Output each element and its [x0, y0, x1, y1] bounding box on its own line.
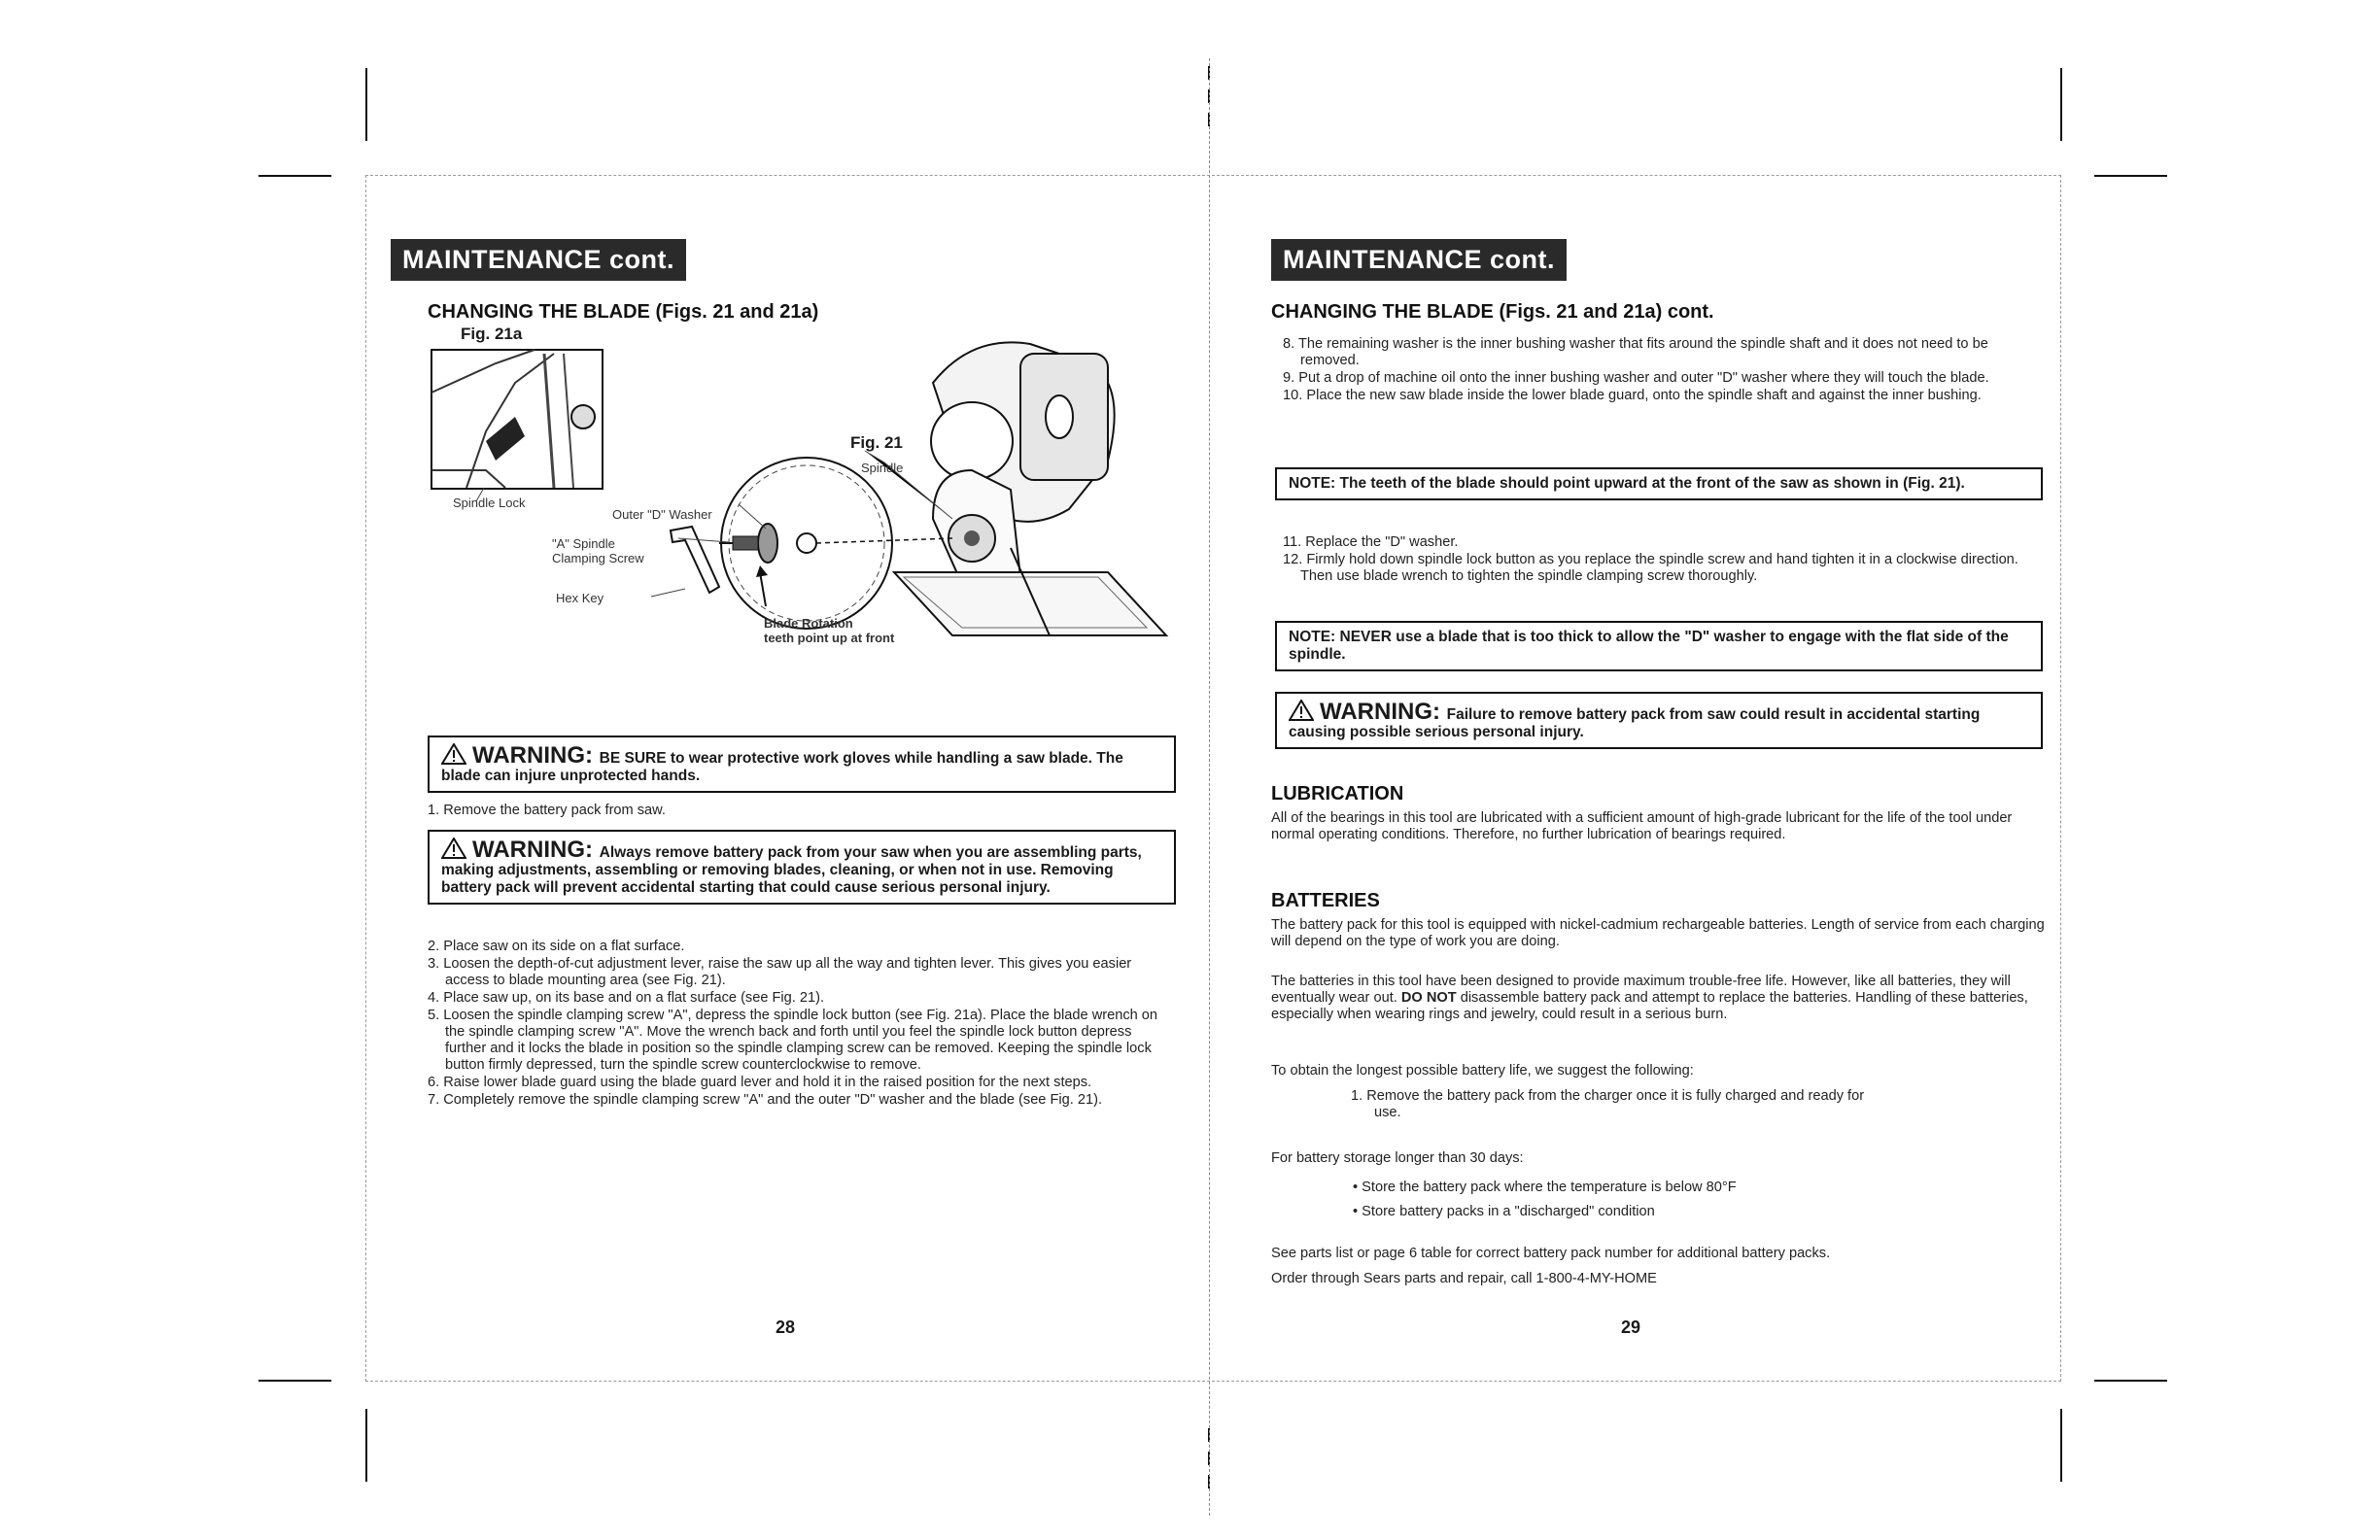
callout-hex-key: Hex Key — [556, 591, 604, 605]
list-item: 10. Place the new saw blade inside the lower blade guard, onto the spindle shaft and against the inner bushing. — [1283, 388, 1982, 403]
bullet-list — [1353, 1180, 2033, 1221]
crop-mark — [365, 1409, 367, 1482]
note-box: NOTE: The teeth of the blade should point upward at the front of the saw as shown in (Fig. 21). — [1275, 467, 2043, 500]
bullet-item: • Store the battery pack where the temperature is below 80°F — [1353, 1180, 1737, 1195]
left-page — [367, 179, 1203, 1380]
warning-label: WARNING: — [1320, 699, 1440, 725]
steps-list — [1283, 336, 2051, 405]
list-item: 6. Raise lower blade guard using the blade guard lever and hold it in the raised position for the next steps. — [428, 1075, 1092, 1090]
crop-mark — [365, 68, 367, 141]
section-banner: MAINTENANCE cont. — [1271, 239, 1567, 281]
warning-heading — [441, 837, 600, 863]
warning-triangle-icon — [441, 743, 466, 765]
warning-text: BE SURE to wear protective work gloves while handling a saw blade. The blade can injure unprotected hands. — [441, 750, 1123, 784]
do-not-emphasis: DO NOT — [1400, 990, 1457, 1006]
list-item: 3. Loosen the depth-of-cut adjustment lever, raise the saw up all the way and tighten lever. This gives you easier access to blade mounting area (see Fig. 21). — [428, 956, 1132, 988]
batteries-paragraph: See parts list or page 6 table for correct battery pack number for additional battery packs. — [1271, 1246, 1831, 1261]
crop-mark — [2060, 1409, 2062, 1482]
step-1: 1. Remove the battery pack from saw. — [428, 803, 666, 818]
batteries-paragraph: To obtain the longest possible battery life, we suggest the following: — [1271, 1063, 1694, 1078]
warning-text: Always remove battery pack from your saw when you are assembling parts, making adjustments, assembling or removing blades, cleaning, or when not in use. Removing battery pack will prevent accidental starting that could cause serious personal injury. — [441, 844, 1142, 896]
steps-list — [1283, 534, 2051, 586]
batteries-text: disassemble battery pack and attempt to replace the batteries. Handling of these batteries, especially when wearing rings and jewelry, could result in a serious burn. — [1271, 990, 2028, 1022]
warning-text: Failure to remove battery pack from saw could result in accidental starting causing possible serious personal injury. — [1289, 706, 1981, 740]
page-number: 28 — [776, 1318, 796, 1337]
warning-box — [428, 736, 1176, 793]
callout-spindle: Spindle — [861, 461, 904, 475]
right-page — [1215, 179, 2051, 1380]
list-item: 7. Completely remove the spindle clamping screw "A" and the outer "D" washer and the blade (see Fig. 21). — [428, 1092, 1103, 1108]
batteries-text: The batteries in this tool have been designed to provide maximum trouble-free life. However, like all batteries, they will eventually wear out. — [1271, 974, 2011, 1006]
batteries-paragraph: For battery storage longer than 30 days: — [1271, 1150, 1524, 1166]
batteries-paragraph: Order through Sears parts and repair, call 1-800-4-MY-HOME — [1271, 1271, 1657, 1286]
callout-a-spindle: "A" Spindle — [552, 536, 615, 551]
list-item: 2. Place saw on its side on a flat surface. — [428, 939, 685, 954]
section-title: CHANGING THE BLADE (Figs. 21 and 21a) — [428, 301, 819, 323]
warning-triangle-icon — [1289, 700, 1314, 721]
outer-d-washer — [758, 524, 777, 563]
batteries-list-item: 1. Remove the battery pack from the charger once it is fully charged and ready for use. — [1351, 1088, 1865, 1120]
list-item: 4. Place saw up, on its base and on a flat surface (see Fig. 21). — [428, 990, 825, 1006]
list-item: 5. Loosen the spindle clamping screw "A", depress the spindle lock button (see Fig. 21a). Place the blade wrench on the spindle clamping screw "A". Move the wrench back and forth until you feel the spindle lock button depress further and it locks the blade in position so the spindle clamping screw can be removed. Keeping the spindle lock button firmly depressed, turn the spindle screw counterclockwise to remove. — [428, 1008, 1158, 1073]
warning-box — [1275, 692, 2043, 749]
fig21a-label: Fig. 21a — [461, 325, 523, 343]
steps-list — [428, 939, 1176, 1110]
callout-blade-rotation: Blade Rotation — [764, 616, 853, 631]
warning-box — [428, 830, 1176, 905]
callout-outer-d-washer: Outer "D" Washer — [612, 507, 712, 522]
hex-key — [671, 527, 719, 593]
saw-illustration — [428, 325, 1186, 723]
warning-label: WARNING: — [472, 742, 593, 769]
lubrication-text: All of the bearings in this tool are lubricated with a sufficient amount of high-grade lubricant for the life of the tool under normal operating conditions. Therefore, no further lubrication of bearings required. — [1271, 810, 2013, 842]
warning-triangle-icon — [441, 838, 466, 859]
callout-spindle-lock: Spindle Lock — [453, 496, 526, 510]
list-item: 11. Replace the "D" washer. — [1283, 534, 1459, 550]
crop-mark — [2060, 68, 2062, 141]
list-item: 9. Put a drop of machine oil onto the inner bushing washer and outer "D" washer where they will touch the blade. — [1283, 370, 1989, 386]
section-title: CHANGING THE BLADE (Figs. 21 and 21a) cont. — [1271, 301, 1714, 323]
page-fold — [1209, 58, 1210, 1516]
crop-mark — [2094, 175, 2167, 177]
section-banner: MAINTENANCE cont. — [391, 239, 686, 281]
batteries-heading: BATTERIES — [1271, 890, 1380, 911]
crop-mark — [259, 175, 331, 177]
lubrication-heading: LUBRICATION — [1271, 783, 1404, 804]
callout-teeth-point: teeth point up at front — [764, 631, 895, 645]
page-number: 29 — [1621, 1318, 1641, 1337]
figure-21 — [428, 325, 1186, 723]
crop-mark — [2094, 1380, 2167, 1382]
bullet-item: • Store battery packs in a "discharged" condition — [1353, 1204, 1655, 1219]
batteries-paragraph: The battery pack for this tool is equipped with nickel-cadmium rechargeable batteries. Length of service from each charging will depend on the type of work you are doing. — [1271, 917, 2045, 949]
list-item: 12. Firmly hold down spindle lock button as you replace the spindle screw and hand tighten it in a clockwise direction. Then use blade wrench to tighten the spindle clamping screw thoroughly. — [1283, 552, 2018, 584]
crop-mark — [259, 1380, 331, 1382]
batteries-paragraph — [1271, 974, 2049, 1023]
warning-heading — [441, 742, 600, 769]
list-item: 8. The remaining washer is the inner bushing washer that fits around the spindle shaft and it does not need to be removed. — [1283, 336, 1988, 368]
warning-heading — [1289, 699, 1447, 725]
warning-label: WARNING: — [472, 837, 593, 863]
fig21-label: Fig. 21 — [850, 433, 903, 452]
callout-clamping-screw: Clamping Screw — [552, 551, 644, 565]
note-box: NOTE: NEVER use a blade that is too thick to allow the "D" washer to engage with the flat side of the spindle. — [1275, 621, 2043, 671]
